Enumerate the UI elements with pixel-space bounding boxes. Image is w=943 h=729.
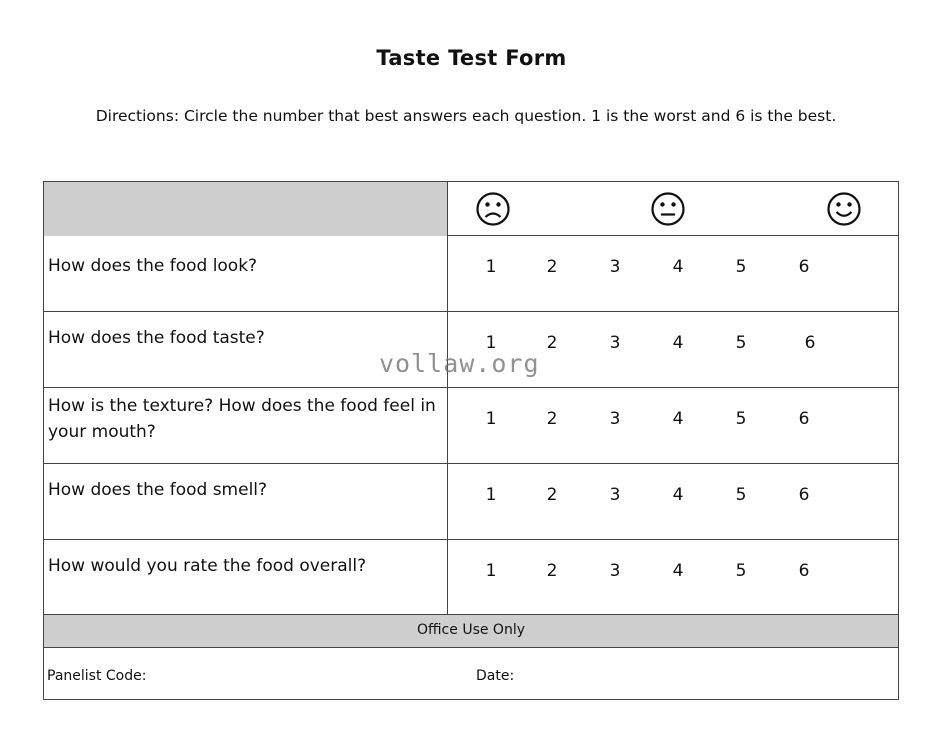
- happy-face-icon: [826, 191, 862, 227]
- rating-option-2[interactable]: 2: [546, 333, 558, 353]
- rating-table: [43, 181, 899, 700]
- watermark: vollaw.org: [379, 349, 540, 378]
- rating-option-1[interactable]: 1: [485, 257, 497, 277]
- rating-option-4[interactable]: 4: [672, 561, 684, 581]
- question-text: How would you rate the food overall?: [44, 540, 448, 614]
- form-title: Taste Test Form: [376, 46, 567, 70]
- rating-option-1[interactable]: 1: [485, 561, 497, 581]
- question-text: How is the texture? How does the food feel in your mouth?: [44, 388, 448, 463]
- directions-text: Directions: Circle the number that best answers each question. 1 is the worst and 6 is the best.: [95, 107, 837, 125]
- rating-option-1[interactable]: 1: [485, 409, 497, 429]
- office-use-header: Office Use Only: [44, 615, 898, 648]
- question-text: How does the food look?: [44, 236, 448, 311]
- header-blank-cell: [44, 182, 448, 236]
- question-row-look: [44, 236, 898, 312]
- rating-option-2[interactable]: 2: [546, 561, 558, 581]
- rating-option-6[interactable]: 6: [798, 485, 810, 505]
- rating-option-3[interactable]: 3: [609, 257, 621, 277]
- rating-option-1[interactable]: 1: [485, 485, 497, 505]
- date-label: Date:: [476, 668, 515, 684]
- question-row-overall: [44, 540, 898, 615]
- rating-option-3[interactable]: 3: [609, 333, 621, 353]
- question-text: How does the food taste?: [44, 312, 448, 387]
- sad-face-icon: [475, 191, 511, 227]
- rating-option-1[interactable]: 1: [485, 333, 497, 353]
- rating-option-5[interactable]: 5: [735, 409, 747, 429]
- question-row-smell: [44, 464, 898, 540]
- rating-option-6[interactable]: 6: [804, 333, 816, 353]
- rating-option-3[interactable]: 3: [609, 485, 621, 505]
- rating-option-6[interactable]: 6: [798, 561, 810, 581]
- rating-option-5[interactable]: 5: [735, 333, 747, 353]
- rating-option-5[interactable]: 5: [735, 561, 747, 581]
- rating-option-5[interactable]: 5: [735, 257, 747, 277]
- question-row-texture: [44, 388, 898, 464]
- rating-option-2[interactable]: 2: [546, 257, 558, 277]
- rating-option-4[interactable]: 4: [672, 485, 684, 505]
- rating-option-2[interactable]: 2: [546, 409, 558, 429]
- question-text: How does the food smell?: [44, 464, 448, 539]
- rating-option-4[interactable]: 4: [672, 409, 684, 429]
- rating-option-4[interactable]: 4: [672, 257, 684, 277]
- rating-option-6[interactable]: 6: [798, 409, 810, 429]
- rating-option-2[interactable]: 2: [546, 485, 558, 505]
- rating-option-5[interactable]: 5: [735, 485, 747, 505]
- panelist-code-label: Panelist Code:: [47, 668, 147, 684]
- rating-option-6[interactable]: 6: [798, 257, 810, 277]
- rating-option-3[interactable]: 3: [609, 561, 621, 581]
- rating-option-3[interactable]: 3: [609, 409, 621, 429]
- neutral-face-icon: [650, 191, 686, 227]
- rating-option-4[interactable]: 4: [672, 333, 684, 353]
- header-row: [44, 182, 898, 236]
